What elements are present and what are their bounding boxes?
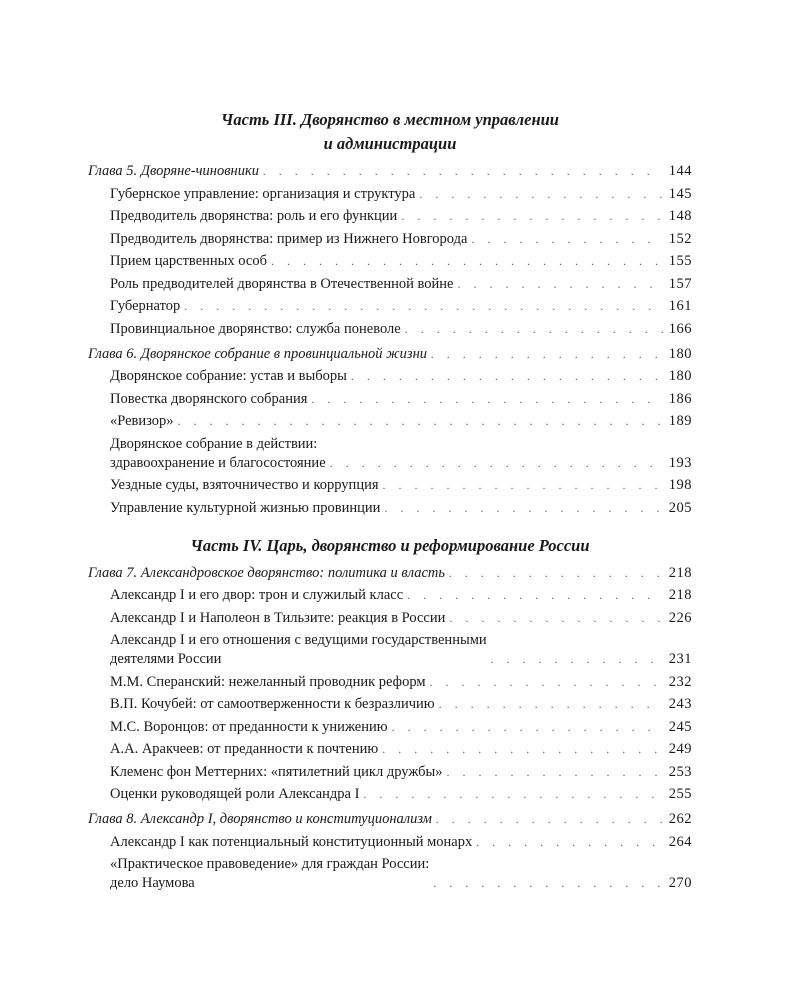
dot-leader <box>436 810 663 829</box>
toc-entry[interactable]: Александр I и его двор: трон и служилый класс . . . 218 <box>88 586 692 605</box>
dot-leader <box>384 499 662 518</box>
toc-entry[interactable]: Управление культурной жизнью провинции . . . 205 <box>88 499 692 518</box>
toc-entry[interactable]: «Ревизор» . . . 189 <box>88 412 692 431</box>
page-number: 264 <box>668 833 692 850</box>
page-number: 205 <box>668 499 692 516</box>
toc-entry[interactable]: «Практическое правоведение» для граждан России: дело Наумова . . . 270 <box>88 855 692 893</box>
page-number: 189 <box>668 413 692 429</box>
page-number: 255 <box>668 786 692 802</box>
toc-entry-chapter-5[interactable]: Глава 5. Дворяне-чиновники . . . 144 <box>88 162 692 181</box>
page-number: 218 <box>668 564 692 581</box>
page-number: 226 <box>668 609 692 626</box>
page-number: 262 <box>668 811 692 827</box>
page-number: 253 <box>668 763 692 780</box>
toc-entry[interactable]: М.М. Сперанский: нежеланный проводник реформ . . . 232 <box>88 673 692 692</box>
dot-leader <box>382 740 663 759</box>
dot-leader <box>330 454 663 473</box>
toc-entry-chapter-6[interactable]: Глава 6. Дворянское собрание в провинциальной жизни . . . 180 <box>88 345 692 364</box>
page-number: 180 <box>668 345 692 362</box>
dot-leader <box>271 252 663 271</box>
dot-leader <box>433 874 662 893</box>
page-number: 157 <box>668 275 692 292</box>
part-3-title: Часть III. Дворянство в местном управлении и администрации <box>221 110 559 153</box>
dot-leader <box>430 673 663 692</box>
toc-entry[interactable]: Оценки руководящей роли Александра I . . . 255 <box>88 785 692 804</box>
toc-entry[interactable]: Уездные суды, взяточничество и коррупция . . . 198 <box>88 476 692 495</box>
page-number: 218 <box>668 587 692 603</box>
dot-leader <box>471 230 662 249</box>
toc-entry[interactable]: Повестка дворянского собрания . . . 186 <box>88 390 692 409</box>
toc-entry[interactable]: Предводитель дворянства: роль и его функции . . . 148 <box>88 207 692 226</box>
page-number: 186 <box>668 390 692 407</box>
dot-leader <box>419 185 662 204</box>
toc-entry[interactable]: Губернатор . . . 161 <box>88 297 692 316</box>
toc-entry[interactable]: Дворянское собрание в действии: здравоохранение и благосостояние . . . 193 <box>88 435 692 473</box>
dot-leader <box>405 320 663 339</box>
page-number: 193 <box>668 454 692 471</box>
dot-leader <box>401 207 662 226</box>
page-number: 152 <box>668 230 692 247</box>
dot-leader <box>263 162 663 181</box>
toc-entry-chapter-8[interactable]: Глава 8. Александр I, дворянство и конституционализм . . . 262 <box>88 810 692 829</box>
toc-entry[interactable]: Губернское управление: организация и структура . . . 145 <box>88 185 692 204</box>
toc-entry[interactable]: Прием царственных особ . . . 155 <box>88 252 692 271</box>
toc-entry[interactable]: Александр I и Наполеон в Тильзите: реакция в России . . . 226 <box>88 609 692 628</box>
page-number: 249 <box>668 741 692 757</box>
dot-leader <box>457 275 662 294</box>
dot-leader <box>431 345 663 364</box>
part-4-title: Часть IV. Царь, дворянство и реформирование России <box>190 535 590 555</box>
toc-entry[interactable]: Провинциальное дворянство: служба поневоле . . . 166 <box>88 320 692 339</box>
dot-leader <box>351 367 663 386</box>
page-number: 198 <box>668 477 692 493</box>
page-number: 270 <box>668 875 692 891</box>
page-number: 231 <box>668 651 692 667</box>
dot-leader <box>178 412 663 431</box>
dot-leader <box>363 785 662 804</box>
dot-leader <box>311 390 662 409</box>
dot-leader <box>447 763 663 782</box>
toc-entry[interactable]: Клеменс фон Меттерних: «пятилетний цикл дружбы» . . . 253 <box>88 763 692 782</box>
page-number: 245 <box>668 718 692 735</box>
toc-entry[interactable]: Александр I и его отношения с ведущими государственными деятелями России . . . 231 <box>88 631 692 669</box>
chapter-5 <box>88 162 692 339</box>
page-number: 232 <box>668 673 692 690</box>
page-number: 144 <box>668 163 692 179</box>
dot-leader <box>476 833 663 852</box>
dot-leader <box>184 297 663 316</box>
table-of-contents <box>88 108 692 899</box>
page-number: 148 <box>668 208 692 224</box>
page-number: 145 <box>668 185 692 202</box>
toc-entry[interactable]: М.С. Воронцов: от преданности к унижению . . . 245 <box>88 718 692 737</box>
toc-entry-chapter-7[interactable]: Глава 7. Александровское дворянство: политика и власть . . . 218 <box>88 564 692 583</box>
dot-leader <box>439 695 663 714</box>
dot-leader <box>491 650 663 669</box>
toc-entry[interactable]: Предводитель дворянства: пример из Нижнего Новгорода . . . 152 <box>88 230 692 249</box>
chapter-6 <box>88 345 692 518</box>
dot-leader <box>392 718 663 737</box>
page-number: 161 <box>668 298 692 314</box>
toc-entry[interactable]: А.А. Аракчеев: от преданности к почтению . . . 249 <box>88 740 692 759</box>
dot-leader <box>407 586 663 605</box>
chapter-7 <box>88 564 692 805</box>
page-number: 243 <box>668 696 692 712</box>
chapter-8 <box>88 810 692 893</box>
dot-leader <box>449 609 662 628</box>
toc-entry[interactable]: Роль предводителей дворянства в Отечественной войне . . . 157 <box>88 275 692 294</box>
page-number: 155 <box>668 253 692 269</box>
toc-entry[interactable]: В.П. Кочубей: от самоотверженности к безразличию . . . 243 <box>88 695 692 714</box>
page-number: 180 <box>668 368 692 384</box>
dot-leader <box>449 564 663 583</box>
dot-leader <box>383 476 663 495</box>
page-number: 166 <box>668 320 692 337</box>
toc-entry[interactable]: Александр I как потенциальный конституционный монарх . . . 264 <box>88 833 692 852</box>
toc-entry[interactable]: Дворянское собрание: устав и выборы . . . 180 <box>88 367 692 386</box>
